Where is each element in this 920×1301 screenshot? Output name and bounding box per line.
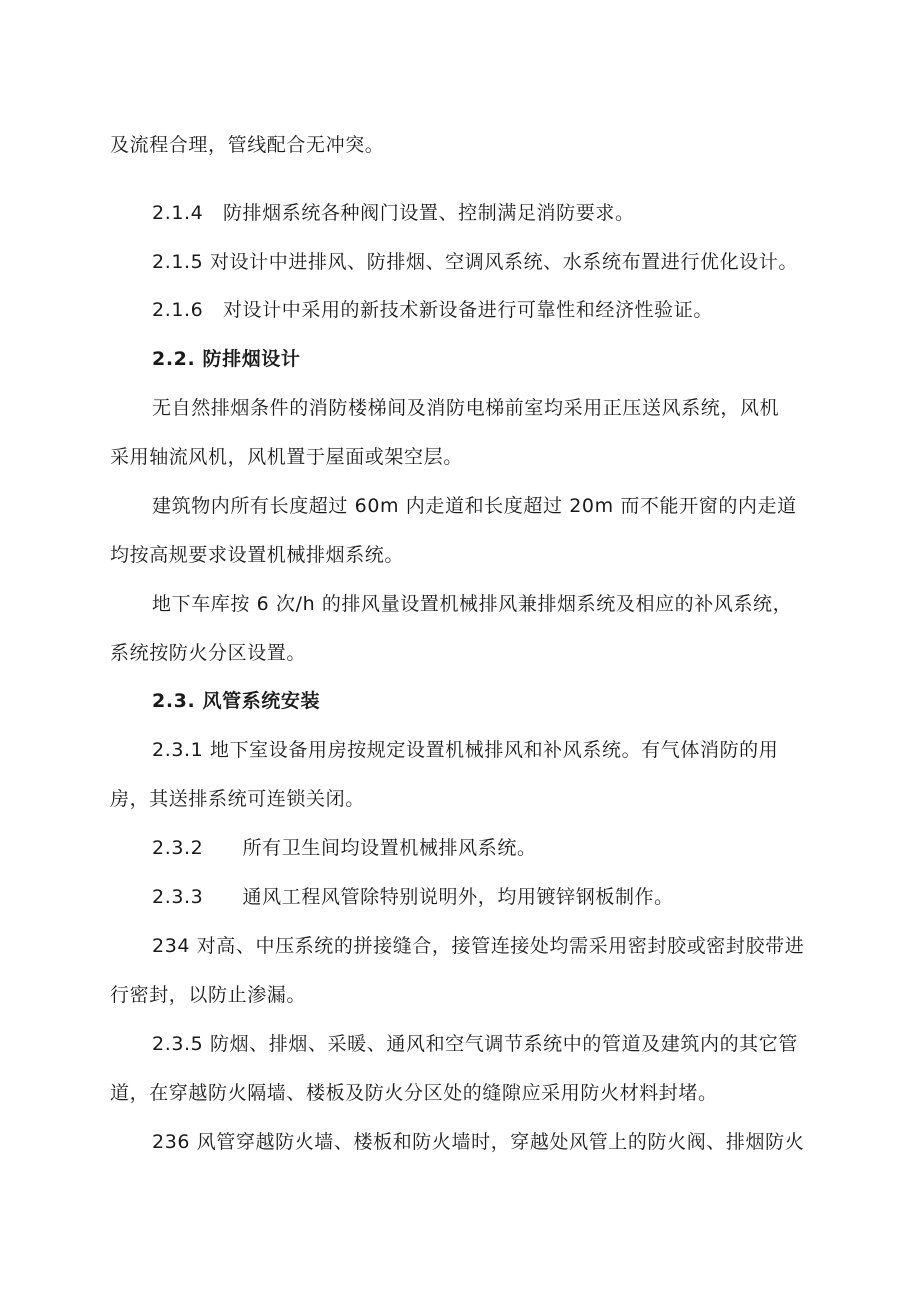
paragraph-line: 均按高规要求设置机械排烟系统。 — [110, 544, 405, 566]
item-2-3-5: 2.3.5 防烟、排烟、采暖、通风和空气调节系统中的管道及建筑内的其它管 — [152, 1033, 798, 1055]
item-2-3-6: 236 风管穿越防火墙、楼板和防火墙时，穿越处风管上的防火阀、排烟防火 — [152, 1131, 805, 1153]
item-2-3-4: 234 对高、中压系统的拼接缝合，接管连接处均需采用密封胶或密封胶带进 — [152, 935, 805, 957]
paragraph-line: 无自然排烟条件的消防楼梯间及消防电梯前室均采用正压送风系统，风机 — [152, 397, 780, 419]
paragraph-line: 采用轴流风机，风机置于屋面或架空层。 — [110, 446, 463, 468]
item-2-1-6: 2.1.6 对设计中采用的新技术新设备进行可靠性和经济性验证。 — [152, 299, 713, 321]
item-2-3-1: 2.3.1 地下室设备用房按规定设置机械排风和补风系统。有气体消防的用 — [152, 739, 779, 761]
paragraph-line: 系统按防火分区设置。 — [110, 642, 307, 664]
section-heading-2-2: 2.2. 防排烟设计 — [152, 348, 301, 370]
paragraph-line: 地下车库按 6 次/h 的排风量设置机械排风兼排烟系统及相应的补风系统， — [152, 593, 793, 615]
paragraph-continuation-line: 及流程合理，管线配合无冲突。 — [110, 134, 385, 156]
item-2-1-5: 2.1.5 对设计中进排风、防排烟、空调风系统、水系统布置进行优化设计。 — [152, 251, 798, 273]
paragraph-line: 建筑物内所有长度超过 60m 内走道和长度超过 20m 而不能开窗的内走道 — [152, 495, 797, 517]
item-2-3-4-continuation: 行密封，以防止渗漏。 — [110, 984, 307, 1006]
item-2-1-4: 2.1.4 防排烟系统各种阀门设置、控制满足消防要求。 — [152, 202, 635, 224]
item-2-3-3: 2.3.3 通风工程风管除特别说明外，均用镀锌钢板制作。 — [152, 886, 674, 908]
item-2-3-5-continuation: 道，在穿越防火隔墙、楼板及防火分区处的缝隙应采用防火材料封堵。 — [110, 1082, 718, 1104]
item-2-3-2: 2.3.2 所有卫生间均设置机械排风系统。 — [152, 837, 537, 859]
item-2-3-1-continuation: 房，其送排系统可连锁关闭。 — [110, 788, 365, 810]
section-heading-2-3: 2.3. 风管系统安装 — [152, 690, 321, 712]
